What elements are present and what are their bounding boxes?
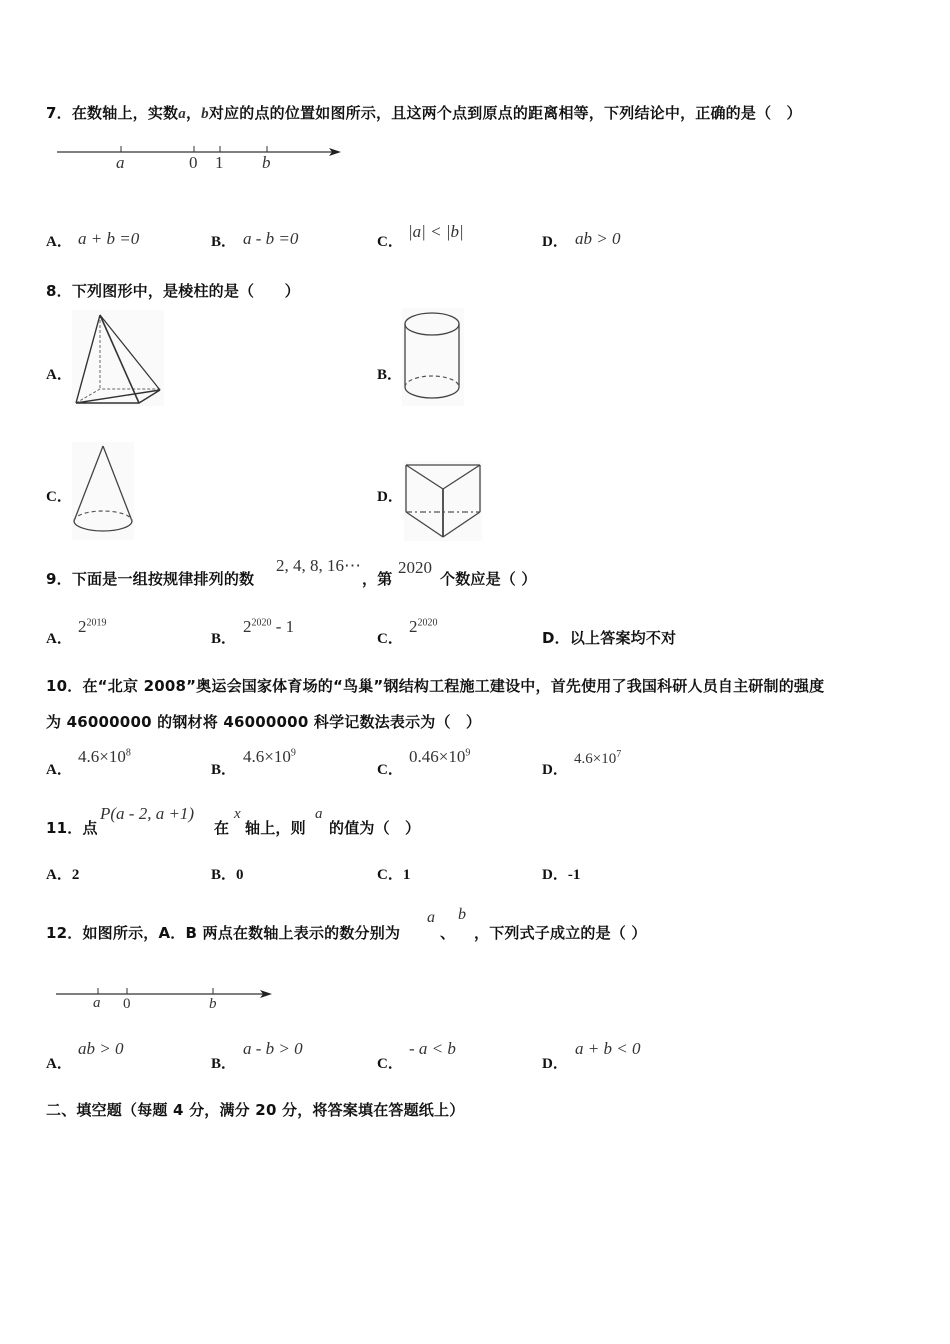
q12-option-b-expr: a - b > 0 (243, 1039, 303, 1058)
q7-option-b-expr: a - b =0 (243, 229, 299, 248)
q11-number: 11． (46, 819, 83, 837)
q11-option-c[interactable]: C．1 (377, 867, 411, 883)
number-line-label-0: 0 (189, 153, 198, 172)
q12-option-d[interactable]: D． (542, 1056, 568, 1072)
q9-option-c[interactable]: C． (377, 631, 403, 647)
number-line-icon (54, 983, 284, 1023)
pyramid-icon (72, 310, 164, 406)
q12-option-c-expr: - a < b (409, 1039, 456, 1058)
q11-point: P(a - 2, a +1) (100, 804, 195, 823)
q8-option-c[interactable]: C． (46, 489, 72, 505)
q8-option-a[interactable]: A． (46, 367, 72, 383)
q9-option-b-expr: $2^{2020} - 1$ (243, 617, 295, 636)
q10-option-b-expr: $4.6\times 10^9$ (243, 747, 296, 766)
section-2-title: 二、填空题（每题 4 分，满分 20 分，将答案填在答题纸上） (46, 1101, 465, 1119)
q7-option-d-expr: ab > 0 (575, 229, 621, 248)
q10-option-b[interactable]: B． (211, 762, 237, 778)
q8-option-b[interactable]: B． (377, 367, 403, 383)
number-line-label-b: b (262, 153, 271, 172)
q9-sequence: 2, 4, 8, 16⋯ (276, 556, 361, 575)
q7-option-b[interactable]: B． (211, 234, 237, 250)
q9-option-d[interactable]: D．以上答案均不对 (542, 629, 677, 647)
q7-option-a[interactable]: A． (46, 234, 72, 250)
q12-option-d-expr: a + b < 0 (575, 1039, 641, 1058)
q11-option-a[interactable]: A．2 (46, 867, 80, 883)
q12-option-c[interactable]: C． (377, 1056, 403, 1072)
q10-option-c[interactable]: C． (377, 762, 403, 778)
q8-option-d[interactable]: D． (377, 489, 403, 505)
q12-option-a-expr: ab > 0 (78, 1039, 124, 1058)
q9-option-a[interactable]: A． (46, 631, 72, 647)
q9-number: 9． (46, 570, 72, 588)
q7-stem: 7．在数轴上，实数a，b对应的点的位置如图所示，且这两个点到原点的距离相等，下列结论中，正确的是（ ） (46, 104, 802, 122)
q11-option-b[interactable]: B．0 (211, 867, 244, 883)
q9-stem: 9．下面是一组按规律排列的数 (46, 570, 255, 588)
q12-option-b[interactable]: B． (211, 1056, 237, 1072)
q7-option-a-expr: a + b =0 (78, 229, 140, 248)
q10-stem-line1: 10．在“北京 2008”奥运会国家体育场的“鸟巢”钢结构工程施工建设中，首先使用了我国科研人员自主研制的强度 (46, 677, 825, 695)
q8-number: 8． (46, 282, 72, 300)
q7-option-d[interactable]: D． (542, 234, 568, 250)
q10-option-d[interactable]: D． (542, 762, 568, 778)
q9-n: 2020 (398, 558, 432, 577)
number-line-label-0: 0 (123, 996, 131, 1012)
q7-option-c-expr: |a| < |b| (408, 222, 464, 241)
number-line-label-a: a (116, 153, 125, 172)
q10-number: 10． (46, 677, 83, 695)
triangular-prism-icon (404, 461, 482, 541)
number-line-label-1: 1 (215, 153, 224, 172)
q10-option-d-expr: $4.6\times 10^7$ (574, 749, 622, 767)
q10-option-c-expr: $0.46\times 10^9$ (409, 747, 471, 766)
q11-stem: 11．点 (46, 819, 98, 837)
number-line-icon (55, 140, 355, 180)
q10-option-a-expr: $4.6\times 10^8$ (78, 747, 131, 766)
q10-stem-line2: 为 46000000 的钢材将 46000000 科学记数法表示为（ ） (46, 713, 482, 731)
q8-stem: 8．下列图形中，是棱柱的是（ ） (46, 282, 300, 300)
q7-option-c[interactable]: C． (377, 234, 403, 250)
q12-number: 12． (46, 924, 83, 942)
q12-option-a[interactable]: A． (46, 1056, 72, 1072)
number-line-label-a: a (93, 995, 101, 1011)
q9-option-c-expr: $2^{2020}$ (409, 617, 438, 636)
number-line-label-b: b (209, 996, 217, 1012)
q11-option-d[interactable]: D．-1 (542, 867, 581, 883)
q9-option-a-expr: $2^{2019}$ (78, 617, 107, 636)
cone-icon (72, 442, 134, 540)
q7-number: 7． (46, 104, 72, 122)
q10-option-a[interactable]: A． (46, 762, 72, 778)
q12-stem: 12．如图所示，A．B 两点在数轴上表示的数分别为 (46, 924, 401, 942)
q9-option-b[interactable]: B． (211, 631, 237, 647)
cylinder-icon (402, 308, 464, 406)
